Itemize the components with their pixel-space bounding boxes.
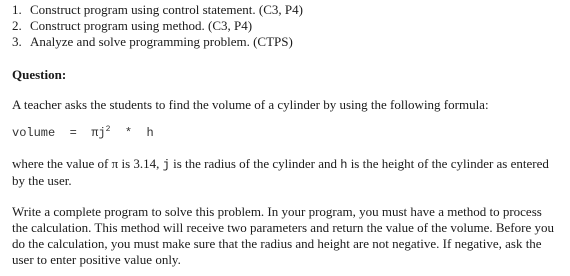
objective-item	[12, 2, 303, 18]
task-paragraph: Write a complete program to solve this problem. In your program, you must have a method to process the calculation. This method will receive two parameters and return the value of the volume. Before you do the calculation, you must make sure that the radius and height are not negative. If negative, ask the user to enter positive value only.	[12, 204, 554, 267]
objective-number: 2.	[12, 18, 22, 33]
height-variable: h	[340, 158, 348, 172]
intro-paragraph: A teacher asks the students to find the volume of a cylinder by using the following formula:	[12, 97, 489, 112]
variable-description-paragraph	[12, 156, 560, 189]
objective-text: Construct program using control statement. (C3, P4)	[30, 2, 303, 17]
where-text: is the height of the cylinder as entered by the user.	[12, 156, 549, 188]
volume-formula	[12, 125, 154, 141]
formula-lhs: volume = πj	[12, 126, 106, 140]
formula-exponent: 2	[105, 125, 111, 134]
objective-text: Analyze and solve programming problem. (CTPS)	[30, 34, 293, 49]
objective-text: Construct program using method. (C3, P4)	[30, 18, 253, 33]
where-text: is 3.14,	[118, 156, 163, 171]
objective-number: 3.	[12, 34, 22, 49]
formula-rhs: * h	[110, 126, 154, 140]
learning-objectives-list	[12, 2, 303, 50]
where-text: where the value of	[12, 156, 112, 171]
question-heading: Question:	[12, 67, 67, 82]
objective-item	[12, 34, 303, 50]
objective-item	[12, 18, 303, 34]
where-text: is the radius of the cylinder and	[169, 156, 341, 171]
objective-number: 1.	[12, 2, 22, 17]
radius-variable: j	[162, 158, 170, 172]
pi-symbol: π	[111, 156, 119, 171]
